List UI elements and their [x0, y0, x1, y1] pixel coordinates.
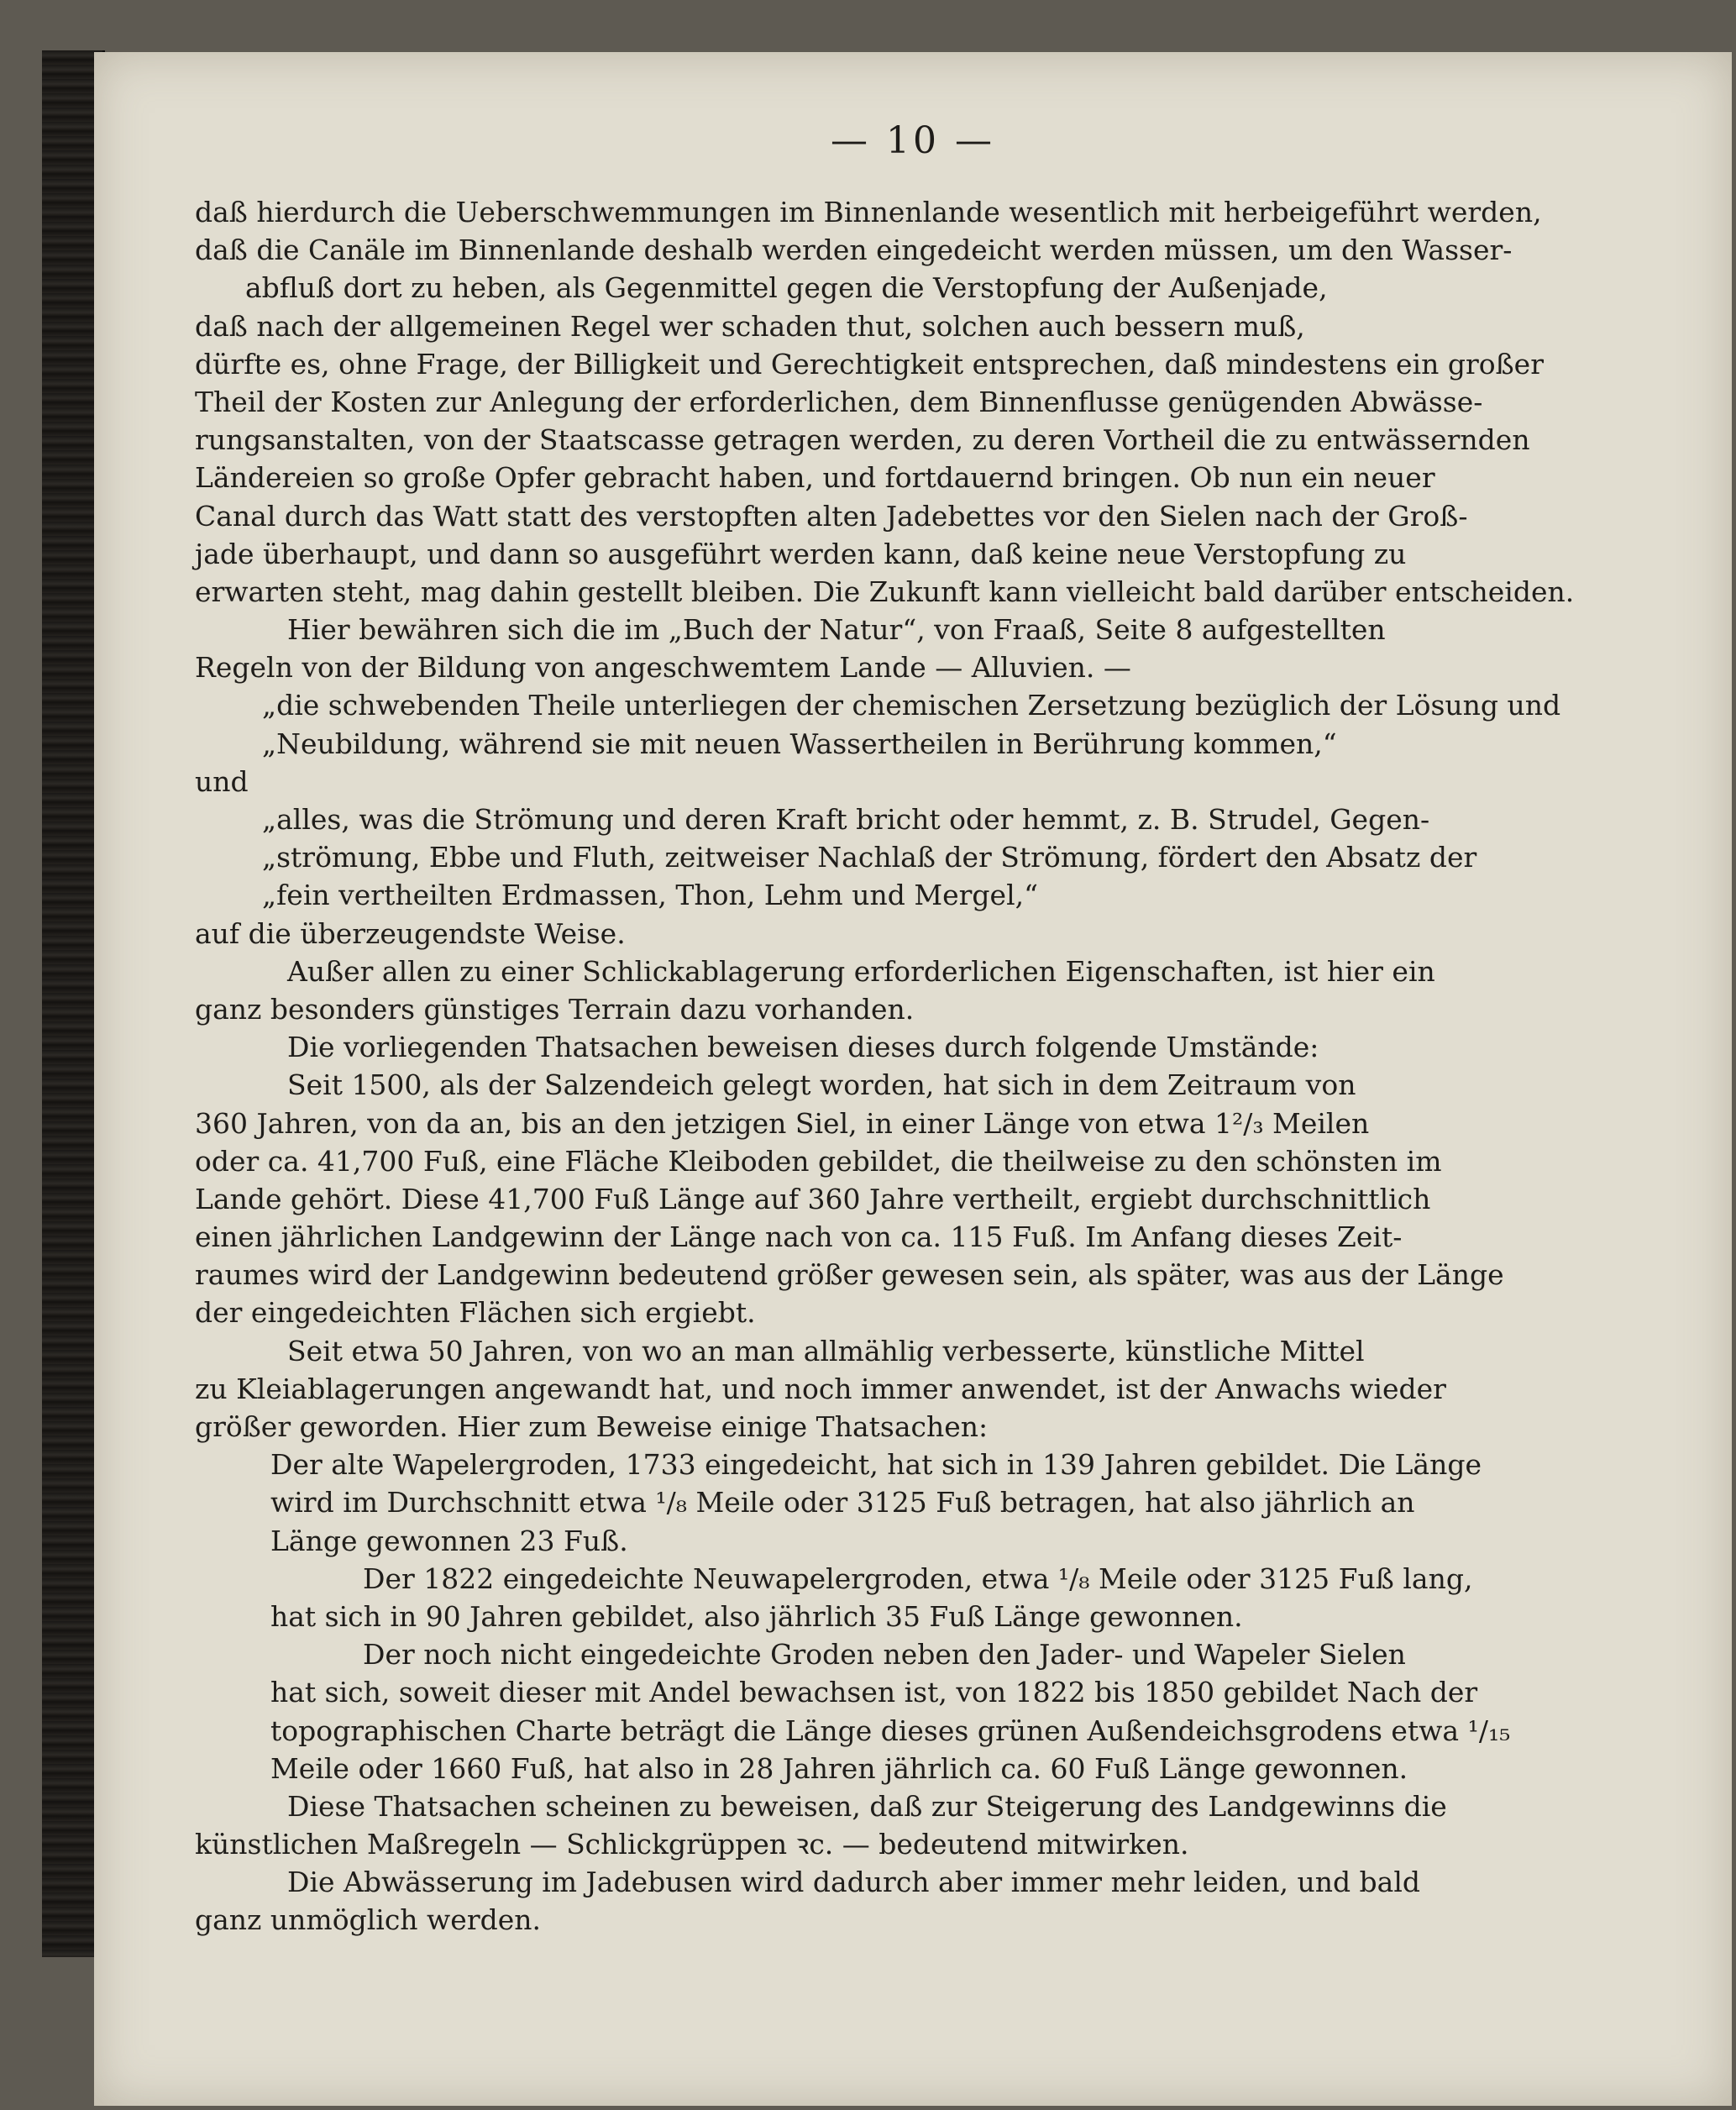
text-line: Der noch nicht eingedeichte Groden neben den Jader- und Wapeler Sielen	[363, 1638, 1406, 1672]
text-line: wird im Durchschnitt etwa ¹/₈ Meile oder 3125 Fuß betragen, hat also jährlich an	[270, 1486, 1415, 1520]
text-line: Meile oder 1660 Fuß, hat also in 28 Jahren jährlich ca. 60 Fuß Länge gewonnen.	[270, 1751, 1408, 1785]
text-line: größer geworden. Hier zum Beweise einige Thatsachen:	[195, 1410, 989, 1443]
text-line: dürfte es, ohne Frage, der Billigkeit und Gerechtigkeit entsprechen, daß mindestens ein großer	[195, 347, 1544, 381]
text-line: Diese Thatsachen scheinen zu beweisen, daß zur Steigerung des Landgewinns die	[287, 1789, 1447, 1823]
text-line: Länge gewonnen 23 Fuß.	[270, 1524, 628, 1557]
text-line: Der 1822 eingedeichte Neuwapelergroden, etwa ¹/₈ Meile oder 3125 Fuß lang,	[363, 1562, 1473, 1595]
text-line: Die vorliegenden Thatsachen beweisen dieses durch folgende Umstände:	[287, 1031, 1319, 1064]
text-line: Die Abwässerung im Jadebusen wird dadurch aber immer mehr leiden, und bald	[287, 1866, 1421, 1899]
text-line: ganz unmöglich werden.	[195, 1903, 542, 1937]
text-line: Theil der Kosten zur Anlegung der erforderlichen, dem Binnenflusse genügenden Abwässe-	[195, 385, 1483, 418]
text-line: daß nach der allgemeinen Regel wer schaden thut, solchen auch bessern muß,	[195, 309, 1305, 343]
text-line: hat sich, soweit dieser mit Andel bewachsen ist, von 1822 bis 1850 gebildet Nach der	[270, 1676, 1478, 1709]
text-line: Canal durch das Watt statt des verstopften alten Jadebettes vor den Sielen nach der Groß-	[195, 499, 1468, 533]
text-line: Lande gehört. Diese 41,700 Fuß Länge auf 360 Jahre vertheilt, ergiebt durchschnittlich	[195, 1182, 1431, 1215]
text-line: „strömung, Ebbe und Fluth, zeitweiser Nachlaß der Strömung, fördert den Absatz der	[262, 841, 1477, 874]
text-line: daß hierdurch die Ueberschwemmungen im Binnenlande wesentlich mit herbeigeführt werden,	[195, 196, 1542, 228]
book-page	[94, 52, 1732, 2106]
text-line: „fein vertheilten Erdmassen, Thon, Lehm und Mergel,“	[262, 879, 1038, 912]
text-line: zu Kleiablagerungen angewandt hat, und noch immer anwendet, ist der Anwachs wieder	[195, 1372, 1446, 1405]
text-line: Regeln von der Bildung von angeschwemtem Lande — Alluvien. —	[195, 651, 1131, 685]
text-line: raumes wird der Landgewinn bedeutend größer gewesen sein, als später, was aus der Länge	[195, 1258, 1504, 1292]
text-line: auf die überzeugendste Weise.	[195, 916, 626, 950]
text-line: „alles, was die Strömung und deren Kraft bricht oder hemmt, z. B. Strudel, Gegen-	[262, 803, 1430, 836]
text-line: Seit 1500, als der Salzendeich gelegt worden, hat sich in dem Zeitraum von	[287, 1068, 1356, 1102]
text-line: hat sich in 90 Jahren gebildet, also jährlich 35 Fuß Länge gewonnen.	[270, 1599, 1243, 1633]
text-line: „Neubildung, während sie mit neuen Wassertheilen in Berührung kommen,“	[262, 727, 1337, 760]
text-line: topographischen Charte beträgt die Länge dieses grünen Außendeichsgrodens etwa ¹/₁₅	[270, 1714, 1511, 1747]
text-line: erwarten steht, mag dahin gestellt bleiben. Die Zukunft kann vielleicht bald darüber entscheiden.	[195, 575, 1575, 608]
text-line: Hier bewähren sich die im „Buch der Natur“, von Fraaß, Seite 8 aufgestellten	[287, 613, 1386, 647]
text-line: jade überhaupt, und dann so ausgeführt werden kann, daß keine neue Verstopfung zu	[195, 537, 1407, 570]
text-line: einen jährlichen Landgewinn der Länge nach von ca. 115 Fuß. Im Anfang dieses Zeit-	[195, 1220, 1403, 1254]
text-line: Außer allen zu einer Schlickablagerung erforderlichen Eigenschaften, ist hier ein	[287, 954, 1435, 988]
text-line: rungsanstalten, von der Staatscasse getragen werden, zu deren Vortheil die zu entwässernden	[195, 423, 1530, 457]
text-line: 360 Jahren, von da an, bis an den jetzigen Siel, in einer Länge von etwa 1²/₃ Meilen	[195, 1106, 1370, 1140]
text-line: daß die Canäle im Binnenlande deshalb werden eingedeicht werden müssen, um den Wasser-	[195, 234, 1513, 267]
text-line: „die schwebenden Theile unterliegen der chemischen Zersetzung bezüglich der Lösung und	[262, 689, 1561, 722]
text-line: Der alte Wapelergroden, 1733 eingedeicht, hat sich in 139 Jahren gebildet. Die Länge	[270, 1448, 1482, 1482]
text-line: Ländereien so große Opfer gebracht haben, und fortdauernd bringen. Ob nun ein neuer	[195, 461, 1435, 495]
text-line: künstlichen Maßregeln — Schlickgrüppen ꝛc. — bedeutend mitwirken.	[195, 1828, 1189, 1861]
page-body-text	[195, 193, 1639, 1939]
text-line: Seit etwa 50 Jahren, von wo an man allmählig verbesserte, künstliche Mittel	[287, 1334, 1365, 1367]
text-line: der eingedeichten Flächen sich ergiebt.	[195, 1296, 756, 1330]
text-line: abfluß dort zu heben, als Gegenmittel gegen die Verstopfung der Außenjade,	[245, 271, 1328, 305]
text-line: ganz besonders günstiges Terrain dazu vorhanden.	[195, 992, 915, 1026]
text-line: oder ca. 41,700 Fuß, eine Fläche Kleiboden gebildet, die theilweise zu den schönsten im	[195, 1144, 1442, 1178]
text-line: und	[195, 764, 249, 798]
page-number: — 10 —	[831, 119, 995, 162]
